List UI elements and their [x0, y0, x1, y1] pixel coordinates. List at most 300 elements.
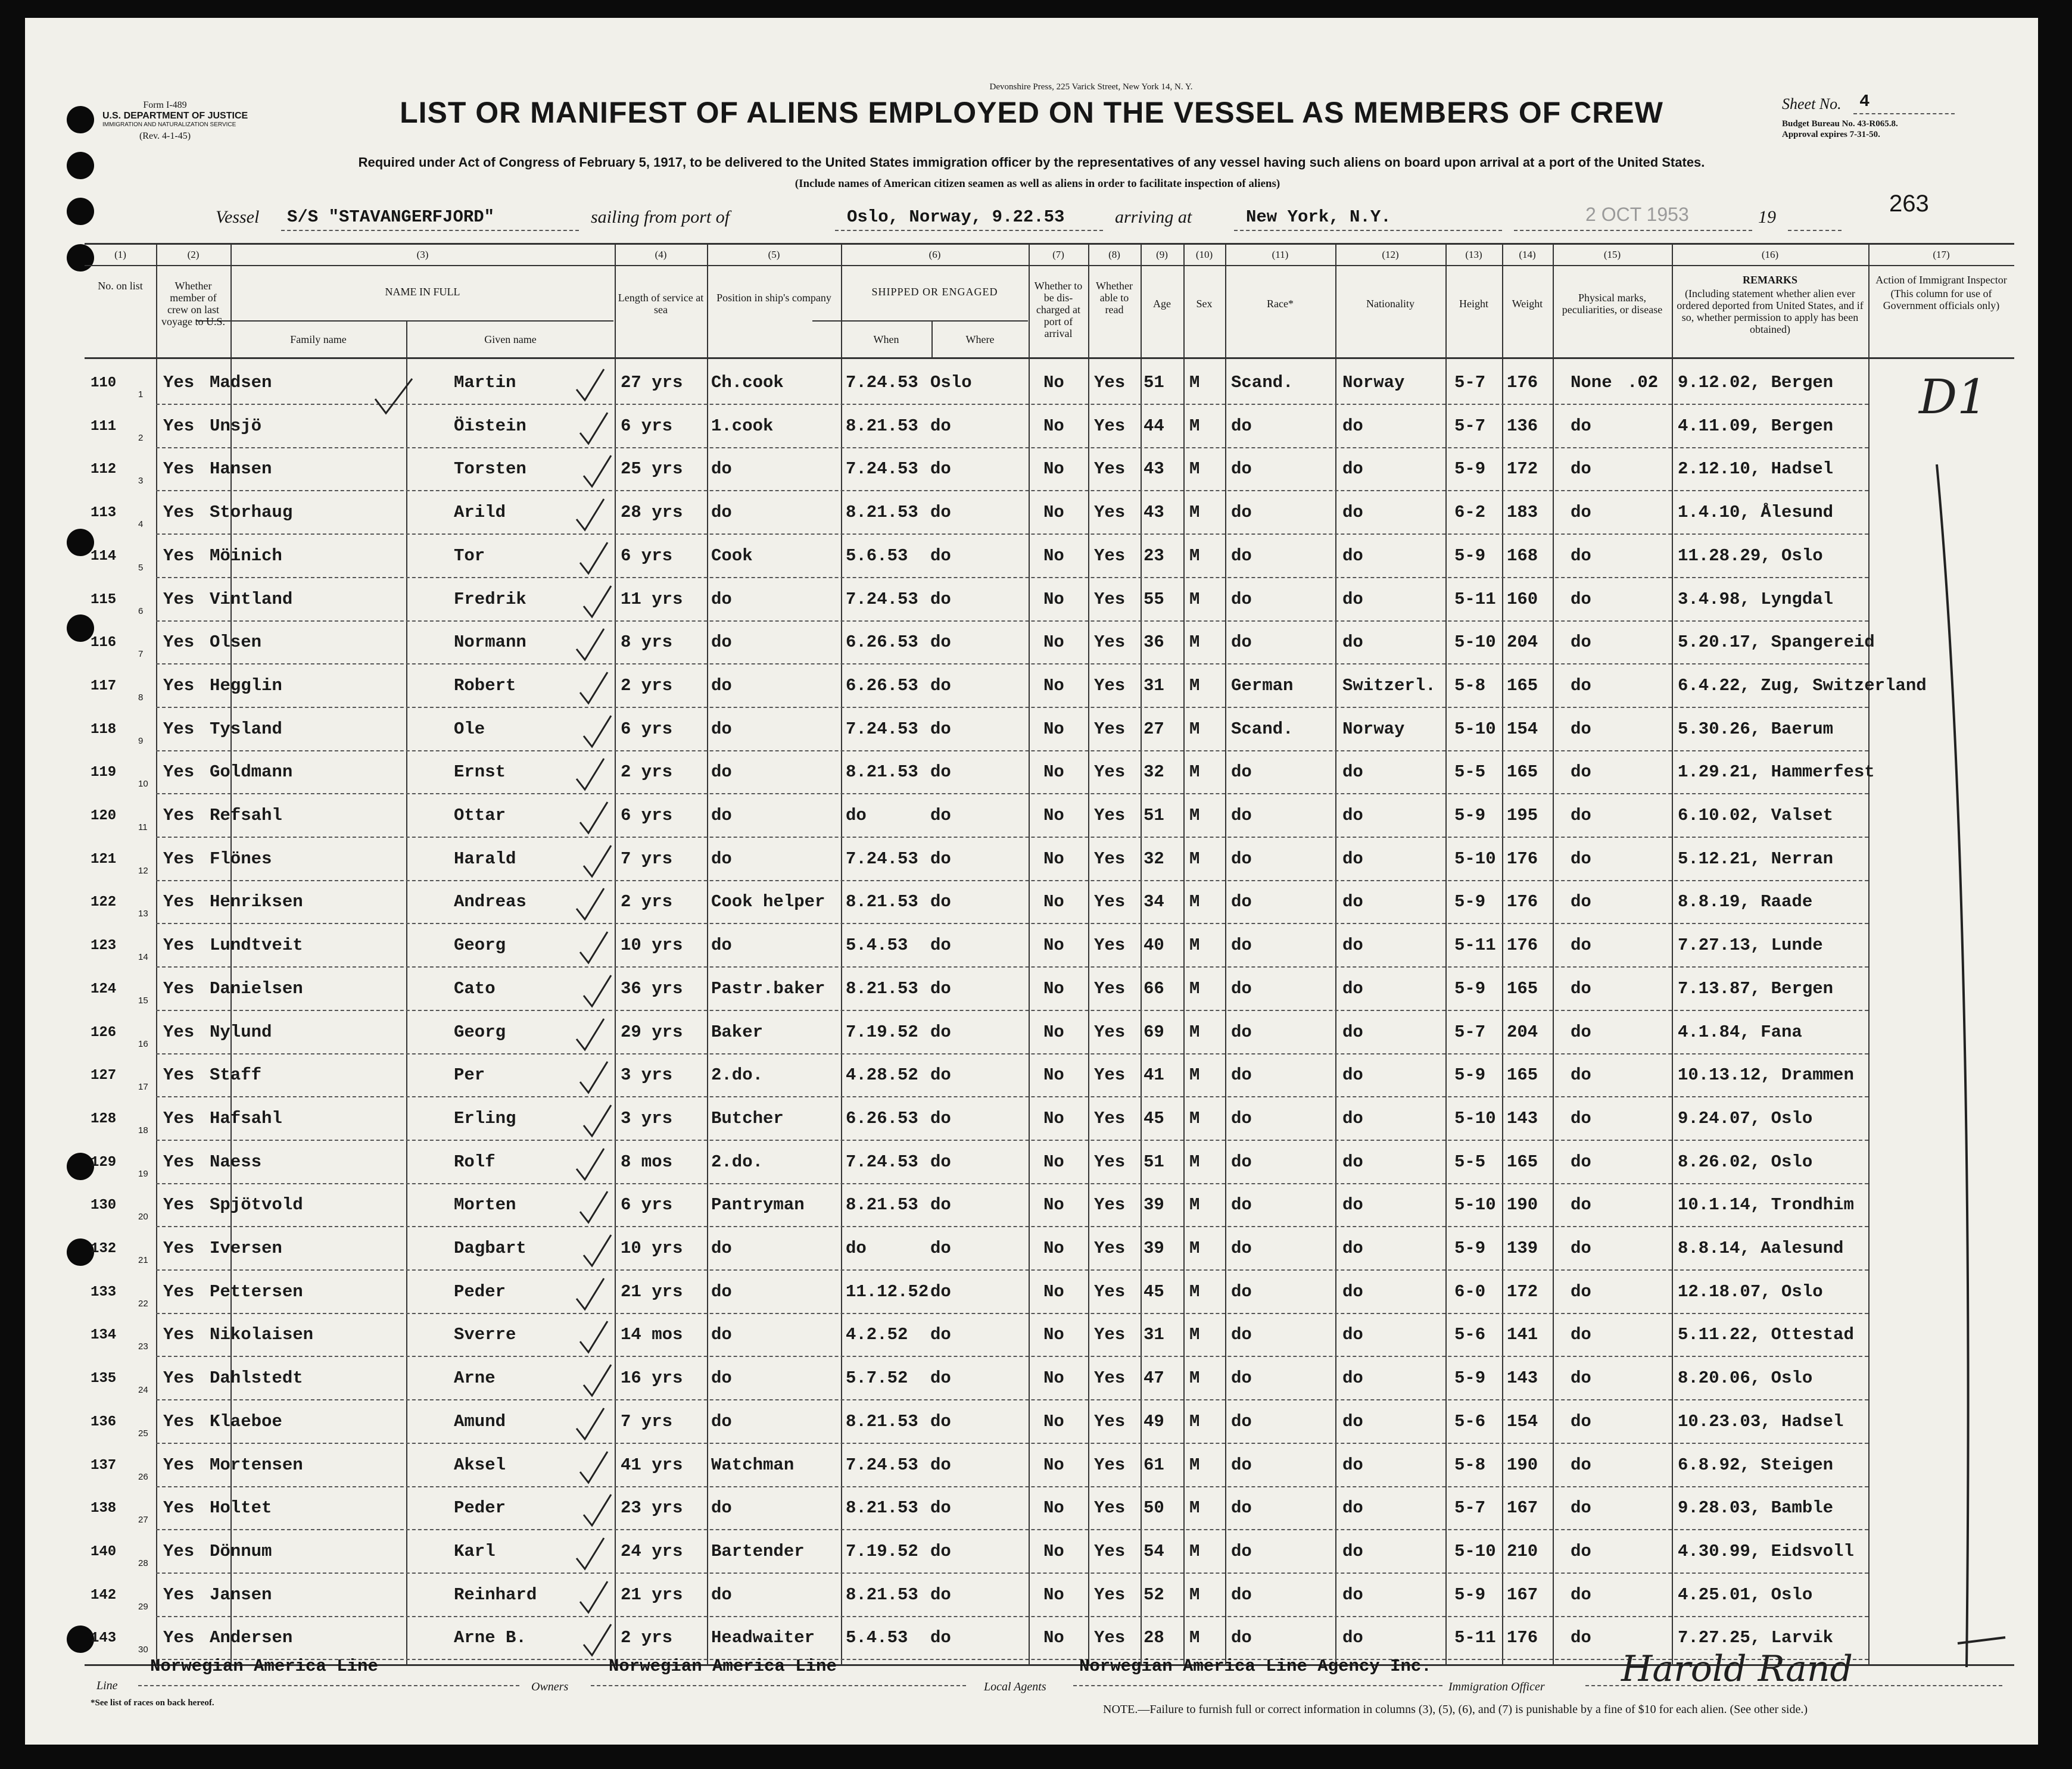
manifest-row: [25, 796, 2038, 840]
cell-crew: Yes: [163, 762, 195, 782]
cell-where: do: [930, 1065, 951, 1085]
cell-given: Erling: [454, 1108, 516, 1128]
cell-nat: do: [1342, 1195, 1363, 1215]
cell-remarks: 6.4.22, Zug, Switzerland: [1678, 675, 1927, 695]
cell-sex: M: [1189, 762, 1200, 782]
cell-service: 41 yrs: [621, 1455, 683, 1475]
cell-read: Yes: [1094, 675, 1126, 695]
subheader: When: [873, 333, 899, 345]
cell-when: 8.21.53: [846, 1411, 918, 1431]
cell-remarks: 10.13.12, Drammen: [1678, 1065, 1854, 1085]
cell-position: do: [711, 503, 732, 523]
cell-remarks: 2.12.10, Hadsel: [1678, 459, 1834, 479]
cell-when: do: [846, 806, 867, 825]
vessel-line: [281, 230, 579, 231]
cell-weight: 190: [1507, 1455, 1538, 1475]
column-header-c17: Action of Immigrant Inspector: [1875, 274, 2007, 286]
manifest-row: [25, 1402, 2038, 1446]
list-number: 119: [91, 765, 117, 781]
cell-crew: Yes: [163, 1022, 195, 1042]
row-rule: [156, 1140, 1868, 1141]
cell-service: 25 yrs: [621, 459, 683, 479]
cell-where: do: [930, 1281, 951, 1302]
cell-age: 52: [1144, 1584, 1164, 1605]
agents-rule: [1073, 1685, 1442, 1686]
cell-service: 16 yrs: [621, 1368, 683, 1389]
cell-when: 7.24.53: [846, 719, 918, 739]
cell-sex: M: [1189, 1498, 1200, 1518]
cell-position: Baker: [711, 1022, 764, 1042]
list-number: 132: [91, 1241, 117, 1257]
row-rule: [156, 923, 1868, 924]
cell-position: do: [711, 1238, 732, 1258]
line-sequence: 16: [138, 1038, 148, 1049]
cell-race: Scand.: [1231, 373, 1294, 392]
cell-service: 3 yrs: [621, 1065, 673, 1085]
arriving-port: New York, N.Y.: [1246, 207, 1391, 227]
cell-sex: M: [1189, 373, 1200, 392]
sheet-number-line: [1853, 113, 1955, 114]
line-sequence: 15: [138, 995, 148, 1006]
cell-nat: do: [1342, 762, 1363, 782]
check-mark-icon: [580, 713, 616, 749]
cell-disch: No: [1043, 675, 1064, 695]
check-mark-icon: [577, 670, 612, 706]
cell-height: 5-11: [1454, 935, 1496, 956]
line-sequence: 11: [138, 822, 148, 832]
row-rule: [156, 577, 1868, 578]
cell-crew: Yes: [163, 1455, 195, 1475]
line-sequence: 17: [138, 1082, 148, 1093]
line-value: Norwegian America Line: [150, 1656, 378, 1676]
cell-nat: do: [1342, 892, 1363, 912]
cell-age: 27: [1144, 719, 1164, 739]
cell-family: Hegglin: [210, 675, 282, 695]
column-header-c12: Nationality: [1366, 298, 1414, 310]
cell-given: Morten: [454, 1195, 516, 1215]
cell-read: Yes: [1094, 1325, 1126, 1345]
cell-age: 31: [1144, 675, 1164, 695]
cell-service: 7 yrs: [621, 1411, 673, 1431]
cell-when: 5.7.52: [846, 1368, 908, 1389]
cell-sex: M: [1189, 1584, 1200, 1605]
column-number: (11): [1272, 249, 1289, 260]
form-subtitle: Required under Act of Congress of February 5, 1917, to be delivered to the United States immigration officer by the representatives of any vessel having such aliens on board upon arrival at a port of the United States.: [358, 155, 1705, 170]
cell-nat: do: [1342, 1065, 1363, 1085]
column-number: (4): [655, 249, 667, 260]
cell-where: do: [930, 978, 951, 999]
cell-family: Flönes: [210, 848, 272, 869]
line-sequence: 27: [138, 1515, 148, 1525]
cell-disch: No: [1043, 1281, 1064, 1302]
row-rule: [156, 620, 1868, 622]
list-number: 134: [91, 1327, 117, 1344]
cell-position: do: [711, 762, 732, 782]
name-subheader-rule: [197, 320, 613, 322]
cell-given: Reinhard: [454, 1584, 537, 1605]
cell-family: Pettersen: [210, 1281, 303, 1302]
cell-race: do: [1231, 1411, 1252, 1431]
cell-family: Lundtveit: [210, 935, 303, 956]
manifest-row: [25, 753, 2038, 796]
cell-nat: Switzerl.: [1342, 675, 1436, 695]
cell-disch: No: [1043, 1368, 1064, 1389]
cell-weight: 176: [1507, 935, 1538, 956]
cell-weight: 143: [1507, 1368, 1538, 1389]
list-number: 135: [91, 1371, 117, 1387]
column-number: (15): [1603, 249, 1621, 260]
cell-disch: No: [1043, 1108, 1064, 1128]
cell-sex: M: [1189, 1325, 1200, 1345]
cell-nat: do: [1342, 935, 1363, 956]
cell-marks: do: [1571, 1022, 1591, 1042]
cell-nat: do: [1342, 589, 1363, 609]
cell-weight: 160: [1507, 589, 1538, 609]
check-mark-icon: [577, 1579, 612, 1615]
cell-service: 2 yrs: [621, 762, 673, 782]
cell-position: Cook helper: [711, 892, 825, 912]
cell-marks: do: [1571, 1065, 1591, 1085]
cell-where: do: [930, 1628, 951, 1648]
cell-sex: M: [1189, 1411, 1200, 1431]
cell-read: Yes: [1094, 503, 1126, 523]
subheader: Family name: [290, 333, 347, 345]
cell-crew: Yes: [163, 1368, 195, 1389]
cell-disch: No: [1043, 892, 1064, 912]
date-line: [1514, 230, 1752, 231]
cell-weight: 139: [1507, 1238, 1538, 1258]
manifest-row: [25, 840, 2038, 883]
row-rule: [156, 1529, 1868, 1530]
cell-crew: Yes: [163, 1065, 195, 1085]
vessel-label: Vessel: [216, 207, 260, 227]
list-number: 136: [91, 1414, 117, 1430]
date-stamp: 2 OCT 1953: [1585, 204, 1689, 225]
cell-read: Yes: [1094, 892, 1126, 912]
cell-when: 6.26.53: [846, 675, 918, 695]
cell-where: do: [930, 935, 951, 956]
line-sequence: 22: [138, 1298, 148, 1309]
cell-height: 5-9: [1454, 545, 1486, 566]
cell-race: German: [1231, 675, 1294, 695]
cell-age: 34: [1144, 892, 1164, 912]
column-header-c3: NAME IN FULL: [385, 286, 460, 298]
cell-nat: do: [1342, 1498, 1363, 1518]
row-rule: [156, 1226, 1868, 1227]
cell-marks: do: [1571, 1584, 1591, 1605]
cell-crew: Yes: [163, 416, 195, 436]
line-sequence: 25: [138, 1428, 148, 1439]
subheader: Given name: [484, 333, 537, 345]
check-mark-icon: [370, 375, 418, 417]
cell-weight: 195: [1507, 806, 1538, 825]
form-number: Form I-489: [143, 100, 187, 110]
cell-given: Martin: [454, 373, 516, 392]
cell-remarks: 8.8.14, Aalesund: [1678, 1238, 1844, 1258]
cell-nat: do: [1342, 1455, 1363, 1475]
cell-when: 7.24.53: [846, 459, 918, 479]
cell-age: 50: [1144, 1498, 1164, 1518]
line-sequence: 13: [138, 909, 148, 919]
cell-disch: No: [1043, 589, 1064, 609]
cell-family: Andersen: [210, 1628, 293, 1648]
manifest-row: [25, 926, 2038, 969]
check-mark-icon: [577, 1319, 612, 1355]
cell-weight: 165: [1507, 978, 1538, 999]
cell-where: do: [930, 1584, 951, 1605]
line-sequence: 8: [138, 692, 144, 703]
cell-where: do: [930, 1411, 951, 1431]
cell-crew: Yes: [163, 1238, 195, 1258]
cell-remarks: 7.13.87, Bergen: [1678, 978, 1834, 999]
cell-age: 32: [1144, 762, 1164, 782]
cell-weight: 167: [1507, 1584, 1538, 1605]
cell-weight: 165: [1507, 1152, 1538, 1172]
cell-weight: 165: [1507, 762, 1538, 782]
cell-read: Yes: [1094, 459, 1126, 479]
printer-imprint: Devonshire Press, 225 Varick Street, New York 14, N. Y.: [989, 82, 1193, 92]
cell-disch: No: [1043, 1238, 1064, 1258]
cell-height: 5-6: [1454, 1411, 1486, 1431]
cell-crew: Yes: [163, 935, 195, 956]
cell-where: do: [930, 589, 951, 609]
cell-age: 54: [1144, 1541, 1164, 1561]
line-sequence: 12: [138, 865, 148, 876]
cell-age: 43: [1144, 503, 1164, 523]
cell-family: Möinich: [210, 545, 282, 566]
manifest-row: [25, 1143, 2038, 1186]
cell-disch: No: [1043, 719, 1064, 739]
cell-crew: Yes: [163, 719, 195, 739]
cell-height: 5-8: [1454, 1455, 1486, 1475]
cell-when: 8.21.53: [846, 892, 918, 912]
cell-when: 7.19.52: [846, 1541, 918, 1561]
cell-service: 11 yrs: [621, 589, 683, 609]
cell-disch: No: [1043, 632, 1064, 653]
cell-read: Yes: [1094, 762, 1126, 782]
manifest-row: [25, 1532, 2038, 1575]
cell-when: 8.21.53: [846, 416, 918, 436]
cell-crew: Yes: [163, 978, 195, 999]
cell-family: Dahlstedt: [210, 1368, 303, 1389]
year-label: 19: [1758, 207, 1776, 227]
cell-service: 27 yrs: [621, 373, 683, 392]
list-number: 120: [91, 808, 117, 824]
cell-position: do: [711, 719, 732, 739]
cell-family: Henriksen: [210, 892, 303, 912]
cell-family: Holtet: [210, 1498, 272, 1518]
cell-sex: M: [1189, 589, 1200, 609]
cell-nat: do: [1342, 806, 1363, 825]
cell-age: 66: [1144, 978, 1164, 999]
list-number: 137: [91, 1457, 117, 1474]
line-sequence: 20: [138, 1212, 148, 1222]
cell-given: Fredrik: [454, 589, 526, 609]
cell-where: do: [930, 1238, 951, 1258]
cell-marks: do: [1571, 719, 1591, 739]
cell-crew: Yes: [163, 545, 195, 566]
cell-read: Yes: [1094, 1108, 1126, 1128]
cell-family: Nylund: [210, 1022, 272, 1042]
list-number: 142: [91, 1587, 117, 1603]
cell-position: Pantryman: [711, 1195, 805, 1215]
cell-height: 6-0: [1454, 1281, 1486, 1302]
cell-race: do: [1231, 1325, 1252, 1345]
cell-marks: do: [1571, 1628, 1591, 1648]
cell-where: do: [930, 892, 951, 912]
column-header-c2: Whether member of crew on last voyage to U.S.: [161, 280, 225, 327]
cell-position: Headwaiter: [711, 1628, 815, 1648]
check-mark-icon: [573, 1146, 609, 1182]
cell-marks: do: [1571, 762, 1591, 782]
column-number: (9): [1156, 249, 1168, 260]
cell-marks: do: [1571, 1195, 1591, 1215]
cell-height: 5-9: [1454, 1238, 1486, 1258]
cell-height: 5-7: [1454, 1498, 1486, 1518]
cell-height: 5-10: [1454, 1195, 1496, 1215]
cell-position: do: [711, 1325, 732, 1345]
list-number: 114: [91, 548, 117, 564]
cell-read: Yes: [1094, 632, 1126, 653]
column-number: (3): [416, 249, 429, 260]
cell-crew: Yes: [163, 1108, 195, 1128]
cell-read: Yes: [1094, 1411, 1126, 1431]
cell-read: Yes: [1094, 1022, 1126, 1042]
cell-service: 23 yrs: [621, 1498, 683, 1518]
cell-marks: do: [1571, 632, 1591, 653]
cell-service: 14 mos: [621, 1325, 683, 1345]
cell-family: Refsahl: [210, 806, 282, 825]
cell-where: do: [930, 1195, 951, 1215]
cell-weight: 168: [1507, 545, 1538, 566]
cell-sex: M: [1189, 1022, 1200, 1042]
cell-remarks: 7.27.13, Lunde: [1678, 935, 1823, 956]
cell-height: 5-5: [1454, 762, 1486, 782]
cell-given: Amund: [454, 1411, 506, 1431]
cell-height: 5-10: [1454, 632, 1496, 653]
cell-given: Sverre: [454, 1325, 516, 1345]
cell-remarks: 1.4.10, Ålesund: [1678, 503, 1834, 523]
cell-remarks: 1.29.21, Hammerfest: [1678, 762, 1875, 782]
manifest-row: [25, 493, 2038, 536]
column-number: (17): [1933, 249, 1950, 260]
cell-race: do: [1231, 503, 1252, 523]
cell-disch: No: [1043, 373, 1064, 392]
punch-hole: [67, 198, 94, 225]
sailing-label: sailing from port of: [591, 207, 730, 227]
manifest-row: [25, 1013, 2038, 1056]
cell-family: Hansen: [210, 459, 272, 479]
cell-where: Oslo: [930, 373, 972, 392]
arriving-line: [1234, 230, 1502, 231]
cell-position: Butcher: [711, 1108, 784, 1128]
cell-weight: 176: [1507, 848, 1538, 869]
cell-disch: No: [1043, 848, 1064, 869]
cell-given: Karl: [454, 1541, 496, 1561]
cell-height: 5-9: [1454, 806, 1486, 825]
cell-disch: No: [1043, 978, 1064, 999]
cell-crew: Yes: [163, 632, 195, 653]
cell-position: do: [711, 459, 732, 479]
check-mark-icon: [580, 1103, 616, 1138]
row-rule: [156, 1399, 1868, 1400]
column-number: (14): [1519, 249, 1536, 260]
cell-nat: do: [1342, 848, 1363, 869]
check-mark-icon: [577, 410, 612, 446]
cell-disch: No: [1043, 1325, 1064, 1345]
manifest-row: [25, 1099, 2038, 1143]
line-sequence: 7: [138, 649, 144, 660]
manifest-row: [25, 1359, 2038, 1402]
check-mark-icon: [573, 1406, 609, 1442]
line-sequence: 21: [138, 1255, 148, 1265]
cell-marks: do: [1571, 1238, 1591, 1258]
cell-where: do: [930, 1541, 951, 1561]
cell-weight: 190: [1507, 1195, 1538, 1215]
cell-given: Aksel: [454, 1455, 506, 1475]
cell-disch: No: [1043, 1541, 1064, 1561]
owners-value: Norwegian America Line: [609, 1656, 837, 1676]
cell-nat: do: [1342, 545, 1363, 566]
cell-service: 24 yrs: [621, 1541, 683, 1561]
header-bottom-rule: [85, 357, 2014, 359]
cell-family: Nikolaisen: [210, 1325, 314, 1345]
cell-position: 2.do.: [711, 1152, 764, 1172]
cell-remarks: 9.24.07, Oslo: [1678, 1108, 1813, 1128]
cell-when: 7.24.53: [846, 589, 918, 609]
column-header-c4: Length of service at sea: [618, 292, 704, 316]
cell-crew: Yes: [163, 1152, 195, 1172]
manifest-row: [25, 363, 2038, 407]
row-rule: [156, 1443, 1868, 1444]
manifest-row: [25, 1229, 2038, 1272]
cell-crew: Yes: [163, 848, 195, 869]
cell-crew: Yes: [163, 589, 195, 609]
cell-age: 36: [1144, 632, 1164, 653]
cell-family: Vintland: [210, 589, 293, 609]
cell-service: 36 yrs: [621, 978, 683, 999]
manifest-row: [25, 710, 2038, 753]
cell-read: Yes: [1094, 719, 1126, 739]
cell-crew: Yes: [163, 1498, 195, 1518]
check-mark-icon: [577, 1189, 612, 1225]
struck-remark-fragment: .02: [1627, 373, 1659, 392]
row-rule: [156, 1356, 1868, 1357]
cell-age: 39: [1144, 1238, 1164, 1258]
cell-crew: Yes: [163, 806, 195, 825]
cell-sex: M: [1189, 1152, 1200, 1172]
cell-family: Dönnum: [210, 1541, 272, 1561]
cell-marks: None: [1571, 373, 1612, 392]
cell-race: Scand.: [1231, 719, 1294, 739]
cell-disch: No: [1043, 1152, 1064, 1172]
list-number: 116: [91, 635, 117, 651]
list-number: 126: [91, 1024, 117, 1041]
cell-position: do: [711, 848, 732, 869]
column-header-c5: Position in ship's company: [716, 292, 831, 304]
line-sequence: 29: [138, 1601, 148, 1612]
row-rule: [156, 750, 1868, 751]
cell-nat: do: [1342, 503, 1363, 523]
cell-position: Ch.cook: [711, 373, 784, 392]
cell-height: 5-5: [1454, 1152, 1486, 1172]
list-number: 143: [91, 1630, 117, 1647]
cell-disch: No: [1043, 1022, 1064, 1042]
cell-crew: Yes: [163, 1628, 195, 1648]
column-number: (16): [1761, 249, 1779, 260]
cell-crew: Yes: [163, 675, 195, 695]
cell-sex: M: [1189, 1541, 1200, 1561]
